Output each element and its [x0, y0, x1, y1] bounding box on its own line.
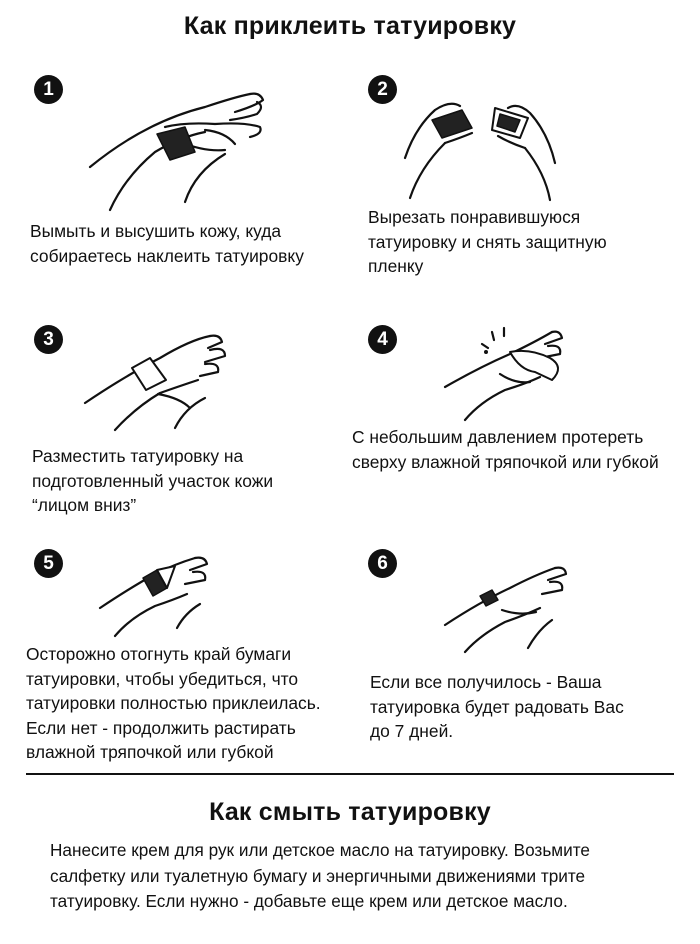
step-number-6: 6 [368, 549, 397, 578]
step-number-2: 2 [368, 75, 397, 104]
peel-corner-illustration-icon [95, 548, 225, 638]
section-divider [26, 773, 674, 775]
step-number-1: 1 [34, 75, 63, 104]
remove-instructions: Нанесите крем для рук или детское масло на татуировку. Возьмите салфетку или туалетную бумагу и энергичными движениями трите татуировку. Если нужно - добавьте еще крем или детское масло. [50, 840, 590, 911]
step-number-3: 3 [34, 325, 63, 354]
wash-hands-illustration-icon [85, 82, 285, 212]
step-caption-1: Вымыть и высушить кожу, куда собираетесь наклеить татуировку [30, 221, 304, 266]
cut-tattoo-illustration-icon [400, 88, 570, 203]
step-number-5: 5 [34, 549, 63, 578]
place-tattoo-illustration-icon [80, 328, 260, 433]
remove-section-title: Как смыть татуировку [209, 798, 491, 826]
step-caption-5: Осторожно отогнуть край бумаги татуировки, чтобы убедиться, что татуировки полностью приклеилась. Если нет - продолжить растирать влажной тряпочкой или губкой [26, 644, 321, 762]
step-caption-2: Вырезать понравившуюся татуировку и снять защитную пленку [368, 207, 607, 276]
step-caption-4: С небольшим давлением протереть сверху влажной тряпочкой или губкой [352, 427, 659, 472]
step-caption-6: Если все получилось - Ваша татуировка будет радовать Вас до 7 дней. [370, 672, 624, 741]
step-number-4: 4 [368, 325, 397, 354]
page-title: Как приклеить татуировку [183, 12, 517, 40]
step-caption-3: Разместить татуировку на подготовленный участок кожи “лицом вниз” [32, 446, 274, 515]
wipe-wet-cloth-illustration-icon [440, 322, 590, 422]
finished-tattoo-illustration-icon [440, 560, 580, 655]
